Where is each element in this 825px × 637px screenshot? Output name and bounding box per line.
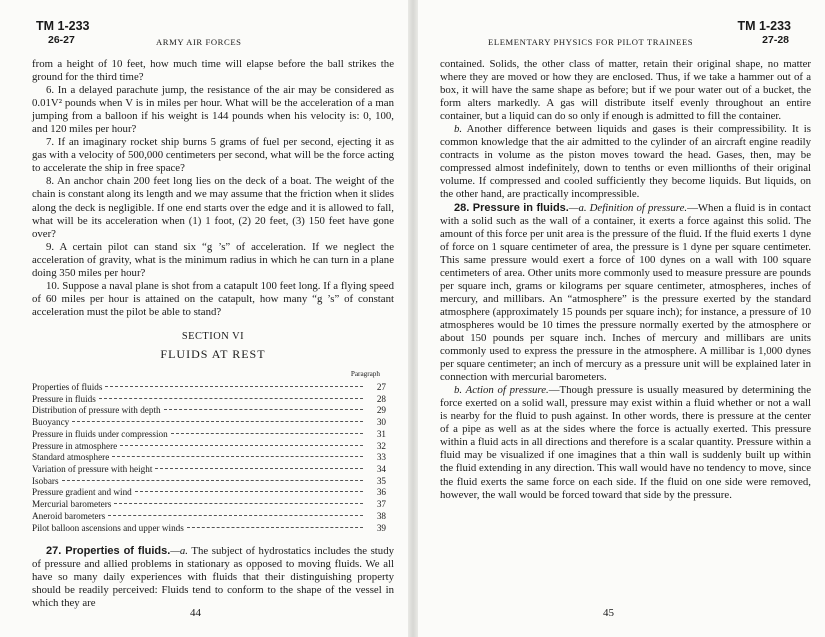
paragraph-range: 26-27: [48, 34, 75, 46]
table-of-contents: [32, 382, 394, 534]
toc-title: Standard atmosphere: [32, 452, 110, 463]
right-page-header: [440, 20, 811, 58]
toc-leader: [171, 433, 363, 434]
toc-row: [32, 382, 394, 394]
paragraph-27-continued: contained. Solids, the other class of matter, retain their original shape, no matter where they are moved or how they are enclosed. Thus, if we take a hammer out of a box, it will have the same shape as before; but if we pour water out of a bucket, the form alters markedly. A gas will distribute itself evenly throughout an entire container, but a liquid can do so only if enough is admitted to fill the container.: [440, 58, 811, 123]
book-gutter: [408, 0, 418, 637]
toc-title: Distribution of pressure with depth: [32, 405, 161, 416]
toc-row: [32, 464, 394, 476]
paragraph-27-b-label: b.: [454, 123, 463, 136]
toc-row: [32, 405, 394, 417]
toc-number: 27: [376, 382, 386, 393]
toc-leader: [99, 398, 363, 399]
toc-leader: [120, 445, 363, 446]
toc-row: [32, 487, 394, 499]
toc-number: 33: [376, 452, 386, 463]
toc-number: 32: [376, 440, 386, 451]
paragraph-range: 27-28: [762, 34, 789, 46]
toc-number: 31: [376, 428, 386, 439]
problem-9: 9. A certain pilot can stand six “g ’s” of acceleration. If we neglect the acceleration of gravity, what is the minimum radius in which he can turn in a plane doing 350 miles per hour?: [32, 240, 394, 279]
toc-title: Isobars: [32, 475, 59, 486]
toc-row: [32, 417, 394, 429]
toc-leader: [108, 515, 363, 516]
toc-leader: [187, 527, 363, 528]
paragraph-27-b-text: Another difference between liquids and gases is their compressibility. It is common knowledge that the air admitted to the cylinder of an aircraft engine readily contracts in volume as the piston moves toward the head. Gases, then, may be compressed almost indefinitely, down to tenths or even millionths of their original volume. If compressed and cooled sufficiently they become liquids. But liquids, on the other hand, are practically incompressible.: [440, 123, 811, 201]
paragraph-28-text: —When a fluid is in contact with a solid such as the wall of a container, it exerts a force against this solid. The amount of this force per unit area is the pressure of the fluid. If the fluid exerts 1 dyne of force on 1 square centimeter of area, the pressure is 1 dyne per square centimeter. This same pressure would exert a force of 100 dynes on a wall with 100 square centimeters of area. Other units more commonly used to measure pressure are pounds per square inch, grams or kilograms per square centimeter, atmospheres, inches of mercury, and millibars. An “atmosphere” is the pressure exerted by the standard atmosphere (approximately 15 pounds per square inch); for instance, a pressure of 10 atmospheres would be 10 times the pressure normally exerted by the atmosphere or about 150 pounds per square inch. Inches of mercury and millibars are units commonly used to express the pressure in the atmosphere. A millibar is 1,000 dynes per square centimeter; an inch of mercury as a pressure unit will be explained later in connection with mercurial barometers.: [440, 201, 811, 384]
toc-leader: [62, 480, 363, 481]
toc-title: Pressure gradient and wind: [32, 487, 132, 498]
left-page-header: [32, 20, 394, 58]
toc-row: [32, 394, 394, 406]
toc-title: Aneroid barometers: [32, 510, 106, 521]
toc-number: 38: [376, 510, 386, 521]
left-page: [0, 0, 408, 637]
section-subtitle: FLUIDS AT REST: [160, 346, 266, 361]
toc-row: [32, 429, 394, 441]
toc-number: 36: [376, 487, 386, 498]
problem-8: 8. An anchor chain 200 feet long lies on the deck of a boat. The weight of the chain is constant along its length and we may assume that the friction when it slides along the deck is negligible. If one end starts over the edge and it is allowed to fall, what will be its acceleration when (1) 1 foot, (2) 20 feet, (3) 150 feet have gone over?: [32, 175, 394, 240]
toc-number: 28: [376, 393, 386, 404]
toc-leader: [164, 409, 363, 410]
paragraph-27-text: The subject of hydrostatics includes the study of pressure and allied problems in stationary as opposed to moving fluids. We all have so many daily experiences with fluids that their distinguishing property should be readily perceived: Fluids tend to conform to the shape of the vessel in which they are: [32, 545, 394, 610]
toc-title: Pressure in atmosphere: [32, 440, 118, 451]
toc-leader: [105, 386, 363, 387]
problem-10: 10. Suppose a naval plane is shot from a catapult 100 feet long. If a flying speed of 60 miles per hour is attained on the catapult, how many “g ’s” of constant acceleration must the pilot be able to stand?: [32, 279, 394, 318]
page-number-right: 45: [603, 607, 614, 619]
toc-row: [32, 511, 394, 523]
toc-row: [32, 523, 394, 535]
toc-title: Pilot balloon ascensions and upper winds: [32, 522, 184, 533]
paragraph-28-b-sub: b. Action of pressure.: [454, 384, 549, 397]
problem-7: 7. If an imaginary rocket ship burns 5 grams of fuel per second, ejecting it as gas with a velocity of 500,000 centimeters per second, what will be the force acting to accelerate the ship in free space?: [32, 136, 394, 175]
toc-leader: [135, 491, 363, 492]
paragraph-27-sub: —a.: [170, 545, 188, 558]
right-page: [418, 0, 825, 637]
paragraph-28-b-text: —Though pressure is usually measured by determining the force exerted on a solid wall, pressure may exist within a fluid whether or not a wall is nearby for the fluid to push against. In other words, there is pressure at the center of a pipe as well as at the sides where the force is actually exerted. This pressure within a fluid acts in all directions and therefore is a scalar quantity. Pressure within a fluid may be visualized if one imagines that a thin wall is suddenly built up within the fluid extending in any direction. This wall would have no tendency to move, since the fluid exerts the same force on each side. If the fluid on one side were removed, however, the wall would be forced toward that side by the pressure.: [440, 384, 812, 501]
section-title: SECTION VI: [181, 330, 245, 342]
paragraph-27: [32, 545, 394, 610]
toc-row: [32, 499, 394, 511]
toc-row: [32, 452, 394, 464]
toc-title: Mercurial barometers: [32, 499, 112, 510]
paragraph-28: [440, 202, 811, 385]
toc-title: Variation of pressure with height: [32, 464, 153, 474]
toc-paragraph-header: Paragraph: [350, 370, 380, 379]
toc-leader: [114, 503, 363, 504]
problem-5-continued: from a height of 10 feet, how much time will elapse before the ball strikes the ground for the third time?: [32, 58, 394, 84]
paragraph-27-heading: 27. Properties of fluids.: [46, 545, 171, 558]
paragraph-28-sub: —a. Definition of pressure.: [568, 201, 688, 214]
toc-leader: [112, 456, 363, 457]
page-number-left: 44: [190, 607, 201, 619]
toc-number: 35: [376, 475, 386, 486]
toc-title: Pressure in fluids: [32, 393, 96, 404]
toc-title: Pressure in fluids under compression: [32, 428, 168, 439]
toc-number: 29: [376, 405, 386, 416]
paragraph-28-b: [440, 384, 811, 501]
problem-6: 6. In a delayed parachute jump, the resistance of the air may be considered as 0.01V² pounds when V is in miles per hour. What will be the acceleration of a man jumping from a balloon if his weight is 144 pounds when his velocity is: 0, 100, and 120 miles per hour?: [32, 84, 394, 136]
toc-leader: [155, 468, 363, 469]
paragraph-28-heading: 28. Pressure in fluids.: [454, 201, 569, 214]
running-title: ELEMENTARY PHYSICS FOR PILOT TRAINEES: [488, 37, 694, 47]
tm-number: TM 1-233: [36, 19, 90, 33]
toc-title: Buoyancy: [32, 417, 70, 428]
toc-number: 34: [376, 464, 386, 474]
tm-number: TM 1-233: [737, 19, 791, 33]
toc-leader: [72, 421, 363, 422]
paragraph-27-b: [440, 123, 811, 201]
toc-row: [32, 476, 394, 488]
toc-number: 37: [376, 499, 386, 510]
toc-number: 30: [376, 417, 386, 428]
toc-row: [32, 441, 394, 453]
running-title: ARMY AIR FORCES: [156, 37, 242, 47]
toc-number: 39: [376, 522, 386, 533]
toc-title: Properties of fluids: [32, 382, 103, 393]
